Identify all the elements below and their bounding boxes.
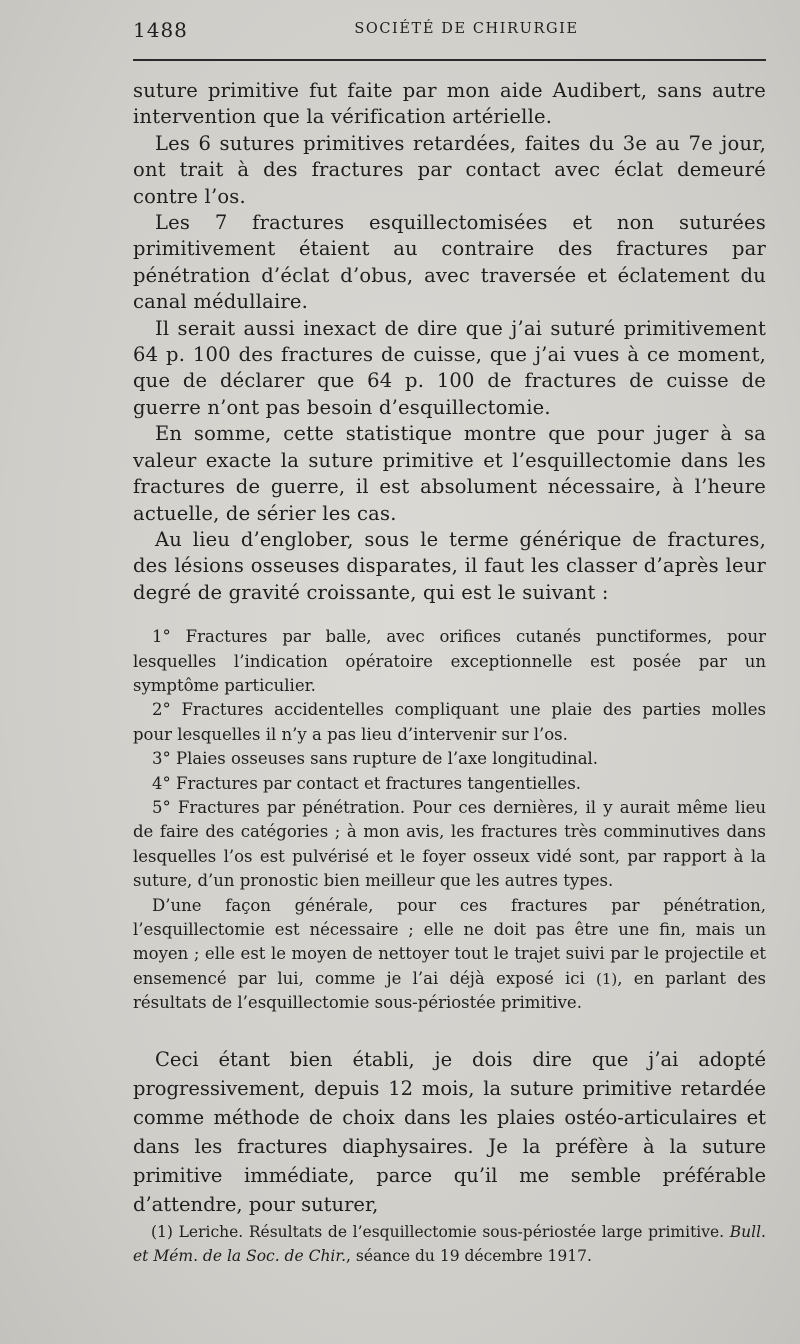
header-rule [133, 59, 766, 61]
footnote-text [133, 1220, 766, 1268]
list-item: 2° Fractures accidentelles compliquant une plaie des parties molles pour lesquelles il n’y a pas lieu d’intervenir sur l’os. [133, 700, 766, 744]
footnote [133, 1220, 766, 1268]
paragraph: Au lieu d’englober, sous le terme générique de fractures, des lésions osseuses disparates, il faut les classer d’après leur degré de gravité croissante, qui est le suivant : [133, 527, 766, 604]
paragraph: Il serait aussi inexact de dire que j’ai suturé primitivement 64 p. 100 des fractures de cuisse, que j’ai vues à ce moment, que de déclarer que 64 p. 100 de fractures de cuisse de guerre n’ont pas besoin d’esquillectomie. [133, 316, 766, 419]
body-text [133, 78, 766, 1219]
small-paragraph [133, 894, 766, 1016]
paragraph: suture primitive fut faite par mon aide Audibert, sans autre intervention que la vérification artérielle. [133, 79, 766, 129]
list-item: 4° Fractures par contact et fractures tangentielles. [152, 773, 582, 793]
small-paragraph-text: D’une façon générale, pour ces fractures par pénétration, l’esquillectomie est nécessaire ; elle ne doit pas être une fin, mais un moyen ; elle est le moyen de nettoyer tout le trajet suivi par le projectile et ensemencé par lui, comme je l’ai déjà exposé ici [133, 895, 766, 988]
intro-section [133, 78, 766, 606]
classification-list [133, 625, 766, 1016]
running-title: SOCIÉTÉ DE CHIRURGIE [354, 21, 579, 37]
footnote-source-rest: , séance du 19 décembre 1917. [346, 1247, 592, 1265]
paragraph: Les 7 fractures esquillectomisées et non suturées primitivement étaient au contraire des fractures par pénétration d’éclat d’obus, avec traversée et éclatement du canal médullaire. [133, 211, 766, 314]
footnote-reference: (1) [595, 969, 618, 988]
page-header [133, 18, 760, 46]
footnote-marker: (1) [151, 1223, 173, 1241]
conclusion-paragraph: Ceci étant bien établi, je dois dire que j’ai adopté progressivement, depuis 12 mois, la suture primitive retardée comme méthode de choix dans les plaies ostéo-articulaires et dans les fractures diaphysaires. Je la préfère à la suture primitive immédiate, parce qu’il me semble préférable d’attendre, pour suturer, [133, 1047, 766, 1216]
list-item: 5° Fractures par pénétration. Pour ces dernières, il y aurait même lieu de faire des catégories ; à mon avis, les fractures très comminutives dans lesquelles l’os est pulvérisé et le foyer osseux vidé sont, par rapport à la suture, d’un pronostic bien meilleur que les autres types. [133, 797, 766, 891]
footnote-source: Bull. et Mém. de la Soc. de Chir. [133, 1223, 766, 1265]
section-gap [133, 1016, 766, 1045]
page-number: 1488 [133, 18, 188, 42]
paragraph: En somme, cette statistique montre que pour juger à sa valeur exacte la suture primitive et l’esquillectomie dans les fractures de guerre, il est absolument nécessaire, à l’heure actuelle, de sérier les cas. [133, 422, 766, 525]
conclusion-section [133, 1045, 766, 1219]
footnote-body: Leriche. Résultats de l’esquillectomie sous-périostée large primitive. [178, 1223, 725, 1241]
paragraph: Les 6 sutures primitives retardées, faites du 3e au 7e jour, ont trait à des fractures par contact avec éclat demeuré contre l’os. [133, 131, 766, 208]
small-paragraph-text-end: , en parlant des résultats de l’esquillectomie sous-périostée primitive. [133, 968, 766, 1013]
list-item: 3° Plaies osseuses sans rupture de l’axe longitudinal. [152, 749, 599, 769]
list-item: 1° Fractures par balle, avec orifices cutanés punctiformes, pour lesquelles l’indication opératoire exceptionnelle est posée par un symptôme particulier. [133, 627, 766, 695]
